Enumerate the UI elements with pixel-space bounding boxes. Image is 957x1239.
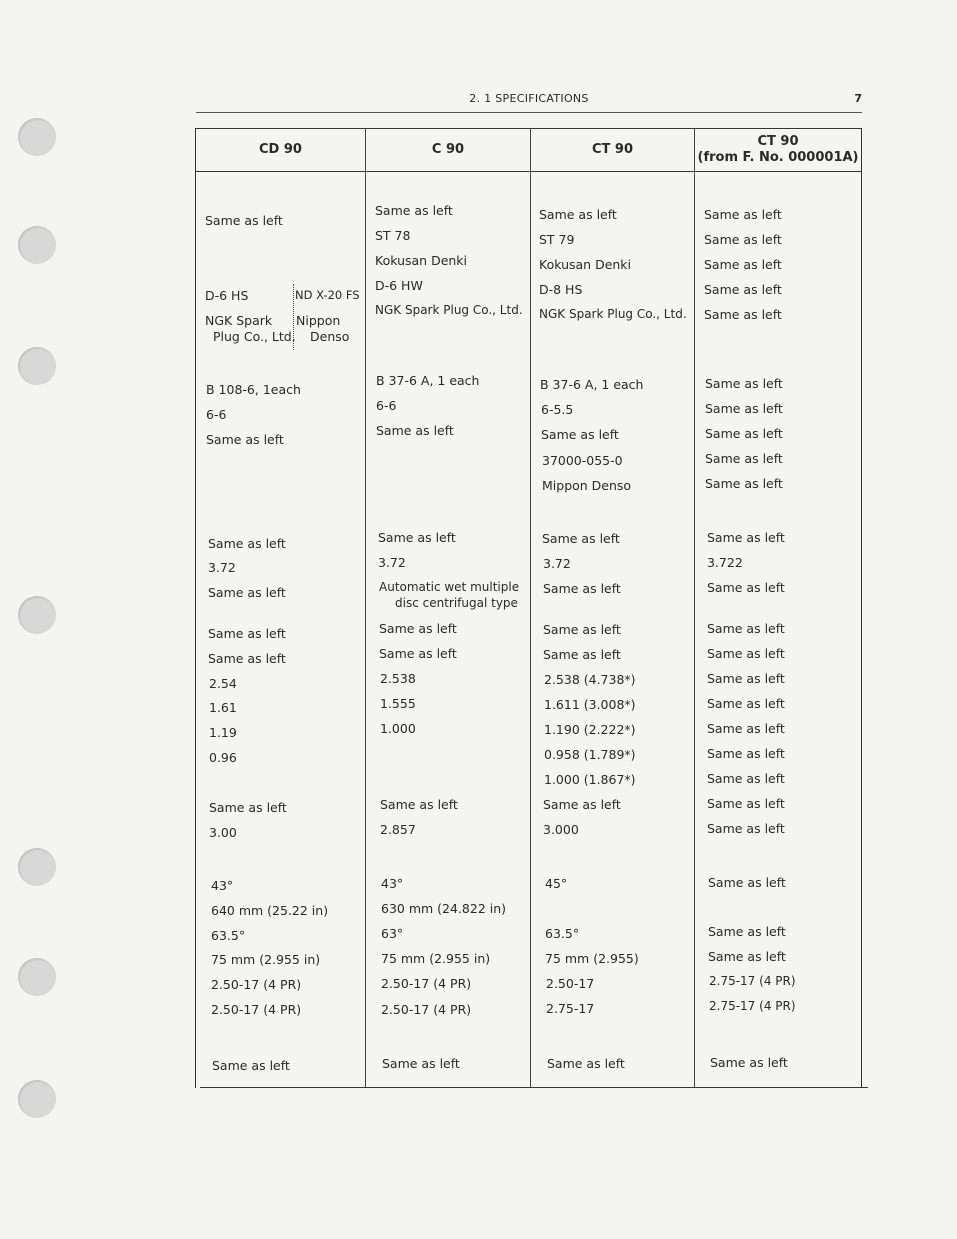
column-header-cd90 <box>196 130 365 170</box>
binder-hole <box>18 1080 56 1118</box>
c90-cell: 3.72 <box>378 555 406 570</box>
c90-cell: Same as left <box>380 797 458 812</box>
cd90-cell: D-6 HS <box>205 288 249 303</box>
ct90a-cell: Same as left <box>707 580 785 595</box>
ct90a-cell: Same as left <box>705 451 783 466</box>
ct90a-cell: Same as left <box>707 771 785 786</box>
column-header-ct90 <box>531 130 694 170</box>
ct90-cell: 2.50-17 <box>546 976 595 991</box>
c90-cell: 6-6 <box>376 398 397 413</box>
cd90-cell: 75 mm (2.955 in) <box>211 952 321 967</box>
c90-cell: Same as left <box>378 530 456 545</box>
ct90a-cell: Same as left <box>704 207 782 222</box>
c90-cell: 630 mm (24.822 in) <box>381 901 507 916</box>
c90-cell: Same as left <box>379 646 457 661</box>
cd90-cell: Same as left <box>209 800 287 815</box>
column-header-label: CT 90 <box>757 134 799 149</box>
column-header-ct90a <box>695 130 861 170</box>
ct90a-cell: 2.75-17 (4 PR) <box>709 999 796 1013</box>
ct90-cell: Kokusan Denki <box>539 257 632 272</box>
cd90-cell: Denso <box>310 329 350 344</box>
table-bottom-rule <box>200 1087 868 1088</box>
ct90a-cell: Same as left <box>705 426 783 441</box>
ct90-cell: 3.000 <box>543 822 579 837</box>
ct90-cell: Same as left <box>543 581 621 596</box>
ct90-cell: B 37-6 A, 1 each <box>540 377 644 392</box>
ct90a-cell: Same as left <box>705 476 783 491</box>
ct90a-cell: Same as left <box>707 746 785 761</box>
cd90-cell: Same as left <box>208 585 286 600</box>
ct90-cell: 63.5° <box>545 926 580 941</box>
ct90-cell: 2.538 (4.738*) <box>544 672 636 687</box>
cd90-cell: Same as left <box>205 213 283 228</box>
column-divider <box>694 128 695 1087</box>
cd90-cell: Same as left <box>208 651 286 666</box>
ct90a-cell: Same as left <box>705 401 783 416</box>
c90-cell: Automatic wet multiple <box>379 580 520 594</box>
column-divider <box>530 128 531 1087</box>
ct90-cell: 45° <box>545 876 568 891</box>
ct90-cell: Same as left <box>543 622 621 637</box>
binder-hole <box>18 226 56 264</box>
cd90-cell: Same as left <box>208 626 286 641</box>
ct90-cell: 6-5.5 <box>541 402 574 417</box>
c90-cell: D-6 HW <box>375 278 423 293</box>
binder-hole <box>18 347 56 385</box>
cd90-cell: Plug Co., Ltd. <box>213 329 296 344</box>
c90-cell: 2.857 <box>380 822 416 837</box>
cd90-cell: 63.5° <box>211 928 246 943</box>
c90-cell: Same as left <box>382 1056 460 1071</box>
ct90-cell: NGK Spark Plug Co., Ltd. <box>539 307 687 321</box>
ct90-cell: D-8 HS <box>539 282 583 297</box>
c90-cell: ST 78 <box>375 228 411 243</box>
ct90-cell: Same as left <box>542 531 620 546</box>
c90-cell: 43° <box>381 876 404 891</box>
cd90-cell: 1.61 <box>209 700 237 715</box>
cd90-cell: ND X-20 FS <box>295 288 360 302</box>
column-header-sublabel: (from F. No. 000001A) <box>697 150 859 165</box>
ct90-cell: 75 mm (2.955) <box>545 951 639 966</box>
ct90a-cell: Same as left <box>707 671 785 686</box>
column-divider <box>365 128 366 1087</box>
cd90-cell: B 108-6, 1each <box>206 382 301 397</box>
ct90-cell: Same as left <box>547 1056 625 1071</box>
ct90a-cell: Same as left <box>710 1055 788 1070</box>
c90-cell: 63° <box>381 926 404 941</box>
ct90a-cell: Same as left <box>707 821 785 836</box>
c90-cell: Same as left <box>376 423 454 438</box>
ct90a-cell: Same as left <box>704 307 782 322</box>
ct90-cell: 1.190 (2.222*) <box>544 722 636 737</box>
c90-cell: 2.50-17 (4 PR) <box>381 976 472 991</box>
ct90-cell: 1.611 (3.008*) <box>544 697 636 712</box>
column-header-label: CD 90 <box>259 142 302 157</box>
ct90a-cell: Same as left <box>707 696 785 711</box>
binder-hole <box>18 596 56 634</box>
ct90a-cell: Same as left <box>704 257 782 272</box>
cd90-cell: Same as left <box>212 1058 290 1073</box>
spec-table <box>195 128 862 1088</box>
c90-cell: Same as left <box>379 621 457 636</box>
c90-cell: 75 mm (2.955 in) <box>381 951 491 966</box>
binder-hole <box>18 118 56 156</box>
ct90a-cell: Same as left <box>708 949 786 964</box>
cd90-cell: 640 mm (25.22 in) <box>211 903 329 918</box>
ct90-cell: Mippon Denso <box>542 478 632 493</box>
ct90-cell: Same as left <box>543 647 621 662</box>
ct90a-cell: Same as left <box>707 646 785 661</box>
column-header-c90 <box>366 130 530 170</box>
c90-cell: 2.50-17 (4 PR) <box>381 1002 472 1017</box>
c90-cell: NGK Spark Plug Co., Ltd. <box>375 303 523 317</box>
cd90-cell: NGK Spark <box>205 313 273 328</box>
ct90a-cell: Same as left <box>707 621 785 636</box>
cd90-cell: Same as left <box>208 536 286 551</box>
ct90-cell: 3.72 <box>543 556 571 571</box>
c90-cell: Kokusan Denki <box>375 253 468 268</box>
c90-cell: 1.000 <box>380 721 416 736</box>
cd90-cell: Same as left <box>206 432 284 447</box>
ct90-cell: ST 79 <box>539 232 575 247</box>
ct90-cell: 0.958 (1.789*) <box>544 747 636 762</box>
ct90a-cell: 2.75-17 (4 PR) <box>709 974 796 988</box>
c90-cell: disc centrifugal type <box>395 596 518 610</box>
ct90-cell: Same as left <box>539 207 617 222</box>
ct90a-cell: Same as left <box>707 721 785 736</box>
cd90-cell: 2.50-17 (4 PR) <box>211 977 302 992</box>
page-number: 7 <box>854 92 862 105</box>
ct90-cell: Same as left <box>543 797 621 812</box>
header-rule <box>195 171 862 172</box>
c90-cell: B 37-6 A, 1 each <box>376 373 480 388</box>
cd90-cell: 3.00 <box>209 825 237 840</box>
section-title: 2. 1 SPECIFICATIONS <box>469 92 589 105</box>
ct90-cell: 1.000 (1.867*) <box>544 772 636 787</box>
ct90a-cell: 3.722 <box>707 555 743 570</box>
ct90a-cell: Same as left <box>704 282 782 297</box>
page-header <box>196 92 862 113</box>
ct90-cell: 2.75-17 <box>546 1001 595 1016</box>
cd90-cell: Nippon <box>296 313 341 328</box>
c90-cell: Same as left <box>375 203 453 218</box>
binder-hole <box>18 848 56 886</box>
c90-cell: 2.538 <box>380 671 416 686</box>
ct90-cell: Same as left <box>541 427 619 442</box>
cd90-cell: 0.96 <box>209 750 237 765</box>
c90-cell: 1.555 <box>380 696 416 711</box>
binder-hole <box>18 958 56 996</box>
cd90-cell: 3.72 <box>208 560 236 575</box>
cd90-cell: 43° <box>211 878 234 893</box>
cd90-cell: 6-6 <box>206 407 227 422</box>
ct90-cell: 37000-055-0 <box>542 453 623 468</box>
column-header-label: CT 90 <box>591 142 634 157</box>
cd90-cell: 2.50-17 (4 PR) <box>211 1002 302 1017</box>
ct90a-cell: Same as left <box>707 530 785 545</box>
ct90a-cell: Same as left <box>707 796 785 811</box>
ct90a-cell: Same as left <box>708 875 786 890</box>
cd90-cell: 2.54 <box>209 676 237 691</box>
ct90a-cell: Same as left <box>704 232 782 247</box>
ct90a-cell: Same as left <box>705 376 783 391</box>
ct90a-cell: Same as left <box>708 924 786 939</box>
cd90-cell: 1.19 <box>209 725 237 740</box>
column-header-label: C 90 <box>431 142 465 157</box>
